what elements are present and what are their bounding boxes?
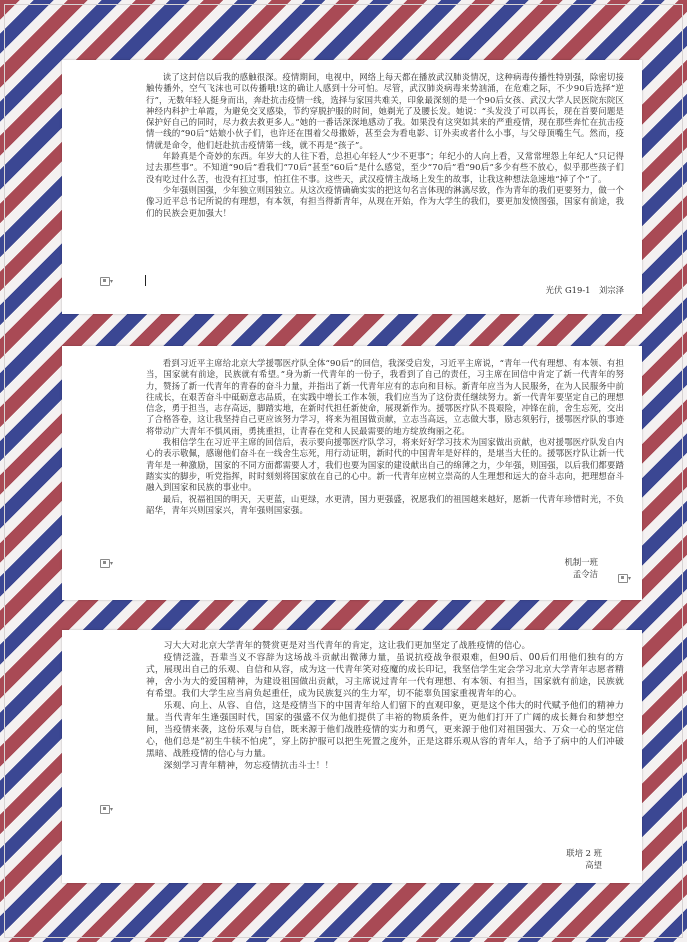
paragraph: 习大大对北京大学青年的赞赏更是对当代青年的肯定，这让我们更加坚定了战胜疫情的信心。 (163, 641, 531, 651)
signature-line: 联培 2 班 (566, 848, 602, 858)
letter-body (146, 72, 624, 219)
letter-page-1 (62, 60, 642, 314)
signature-line: 孟令洁 (572, 569, 598, 579)
text-cursor (145, 275, 146, 286)
signature (546, 284, 624, 296)
paragraph: 读了这封信以后我的感触很深。疫情期间，电视中，网络上每天都在播放武汉肺炎情况，这种病毒传播性特别强，除密切接触传播外，空气飞沫也可以传播哦!这的确让人感到十分可怕。尽管，武汉肺炎病毒来势汹涌，在危难之际，不少90后选择“逆行”，无数年轻人挺身而出，奔赴抗击疫情一线，选择与家国共难关，印象最深刻的是一个90后女孩、武汉大学人民医院东院区神经内科护士单霞，为避免交叉感染，节约穿脱护服的时间，她剃光了及腰长发。她说：“头发没了可以再长，现在首要问题是保护好自己的同时，尽力救去救更多人。”她的一番话深深地感动了我。如果没有这突如其来的严重疫情，现在那些奔忙在抗击疫情一线的“90后”姑娘小伙子们，也许还在围着父母撒娇，甚至会为看电影、订外卖或者什么小事，与父母顶嘴生气。然而，疫情就是命令，他们赶赴抗击疫情第一线，就不再是“孩子”。 (146, 72, 624, 150)
signature-line: 光伏 G19-1 刘宗泽 (545, 285, 624, 295)
paste-options-icon[interactable]: ▾ (100, 277, 116, 286)
paragraph: 最后，祝福祖国的明天，天更蓝，山更绿，水更清，国力更强盛，祝愿我们的祖国越来越好，愿新一代青年珍惜时光，不负韶华，青年兴则国家兴，青年强则国家强。 (146, 493, 624, 515)
paragraph: 少年强则国强，少年独立则国独立。从这次疫情确确实实的把这句名言体现的淋漓尽致，作为青年的我们更要努力，做一个像习近平总书记所说的有理想，有本领，有担当得新青年，从现在开始，作为大学生的我们，要更加发愤图强，国家有前途，我们的民族会更加强大！ (146, 184, 624, 218)
paragraph: 看到习近平主席给北京大学援鄂医疗队全体“90后”的回信，我深受启发，习近平主席说，“青年一代有理想、有本领、有担当，国家就有前途，民族就有希望。”身为新一代青年的一份子，我看到了自己的责任，习主席在回信中肯定了新一代青年的努力，赞扬了新一代青年的青春的奋斗力量，并指出了新一代青年应有的志向和目标。新青年应当为人民服务，在为人民服务中前往成长，在艰苦奋斗中砥砺意志品质，在实践中增长工作本领，我们应当为了这份责任继续努力。新一代青年要坚定自己的理想信念，勇于担当，志存高远，脚踏实地，在新时代担任新使命，展现新作为。援鄂医疗队不畏艰险，冲锋在前，舍生忘死，交出了合格答卷，这让我坚持自己更应该努力学习，将来为祖国做贡献，立志当高远，立志做大事，励志须躬行，援鄂医疗队的事迹将带动广大青年不惧风雨，勇挑重担，让青春在党和人民最需要的地方绽放绚丽之花。 (146, 358, 624, 436)
paragraph: 我相信学生在习近平主席的回信后，表示要向援鄂医疗队学习，将来好好学习技术为国家做出贡献，也对援鄂医疗队发自内心的表示敬佩，感谢他们奋斗在一线舍生忘死，用行动证明，新时代的中国青年是好样的，是堪当大任的。援鄂医疗队让新一代青年是一种激励，国家的不同方面都需要人才，我们也要为国家的建设献出自己的绵薄之力，少年强，则国强，以后我们都要踏踏实实的脚步，听党指挥，时时刻刻将国家放在自己的心中。新一代青年应树立崇高的人生理想和远大的奋斗志向，把理想奋斗融入到国家和民族的事业中。 (146, 437, 624, 493)
paragraph: 深刻学习青年精神，勿忘疫情抗击斗士！！ (163, 761, 334, 771)
signature (565, 556, 599, 580)
letter-body (146, 358, 624, 516)
signature-line: 机制一班 (564, 557, 598, 567)
signature-line: 高望 (585, 860, 602, 870)
letter-page-3 (62, 630, 642, 883)
paste-options-icon[interactable]: ▾ (618, 574, 634, 583)
letter-page-2 (62, 346, 642, 600)
letter-body (146, 640, 624, 772)
paragraph: 乐观、向上、从容、自信，这是疫情当下的中国青年给人们留下的直观印象，更是这个伟大的时代赋予他们的精神力量。当代青年生逢强国时代，国家的强盛不仅为他们提供了丰裕的物质条件，更为他们打开了广阔的成长舞台和梦想空间，当疫情来袭，这份乐观与自信，既来源于他们战胜疫情的实力和勇气，更来源于他们对祖国强大、万众一心的坚定信心，他们总是“初生牛犊不怕虎”，穿上防护服可以把生死置之度外，正是这群乐观从容的青年人，给予了病中的人们冲破黑暗、战胜疫情的信心与力量。 (146, 701, 624, 759)
paragraph: 年龄真是个奇妙的东西。年岁大的人往下看，总担心年轻人“少不更事”；年纪小的人向上看，又常常埋怨上年纪人“只记得过去那些事”。不知道“90后”看我们“70后”甚至“60后”是什么感觉，至少“70后”看“90后”多少有些不放心，似乎那些孩子们没有吃过什么苦，也没有扛过事，怕扛住不事。这些天，武汉疫情主战场上发生的故事，让我这种想法急速地“掉了个”了。 (146, 151, 624, 184)
paragraph: 疫情泛滥，吾辈当义不容辞为这场战斗贡献出微薄力量，虽说抗疫战争很艰难，但90后、00后们用他们独有的方式，展现出自己的乐观、自信和从容，成为这一代青年笑对疫魔的成长印记，我坚信学生定会学习北京大学青年志愿者精神，舍小为大的爱国精神，为建设祖国做出贡献，习主席说过青年一代有理想、有本领、有担当，国家就有前途，民族就有希望。我们大学生应当肩负起重任，成为民族复兴的生力军，切不能辜负国家重视青年的心。 (146, 653, 624, 699)
signature (566, 847, 602, 871)
paste-options-icon[interactable]: ▾ (100, 805, 116, 814)
paste-options-icon[interactable]: ▾ (100, 559, 116, 568)
